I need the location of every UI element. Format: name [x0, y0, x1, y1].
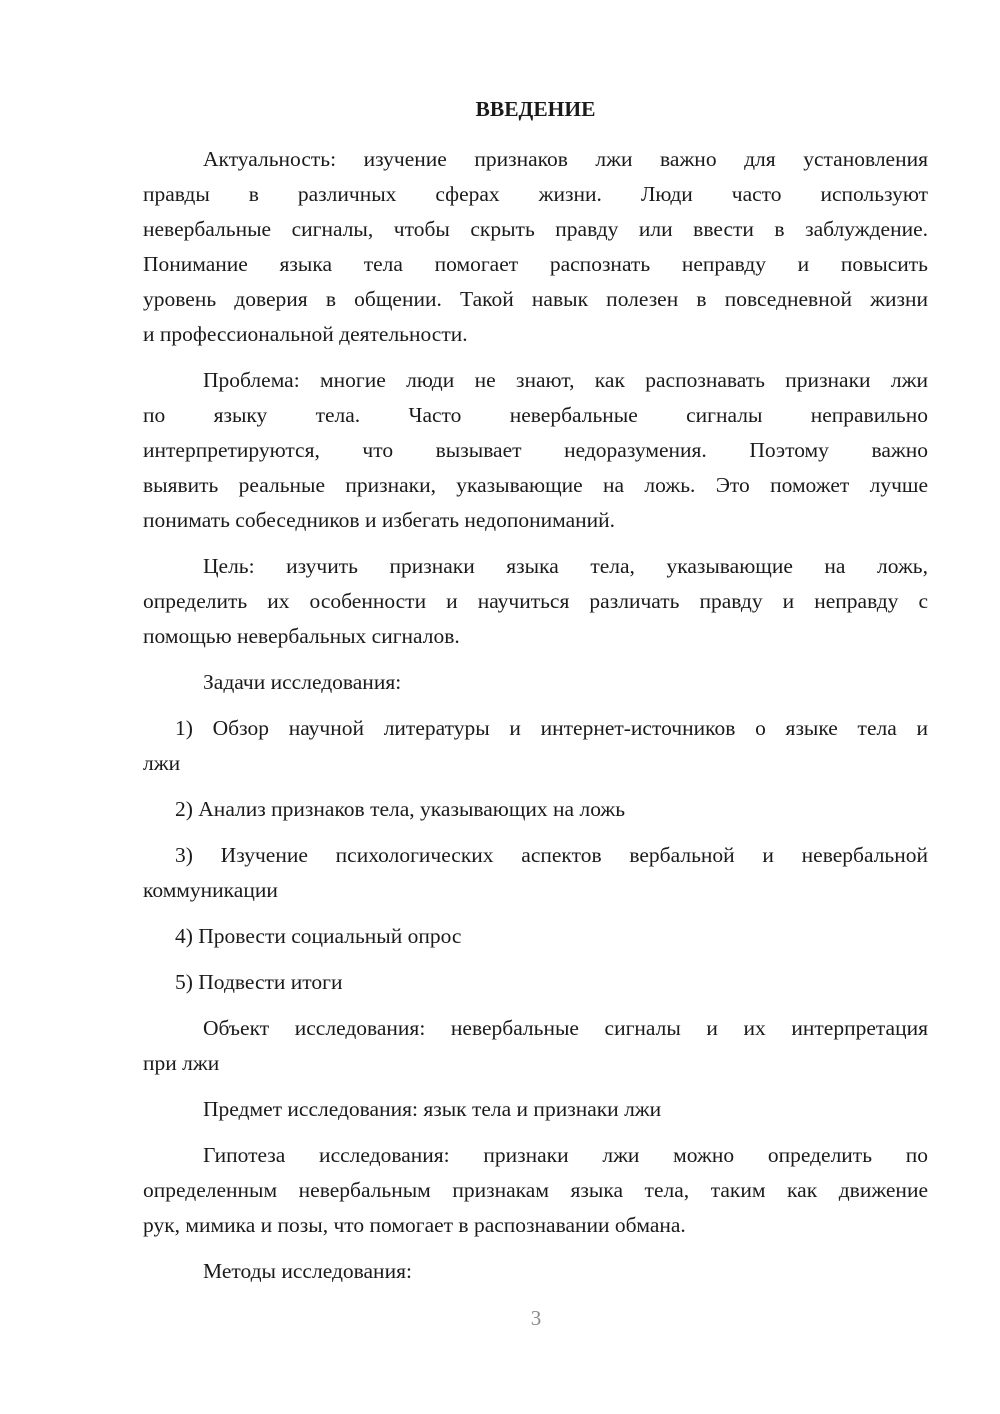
- paragraph: [143, 1138, 928, 1243]
- document-body: [143, 142, 928, 1300]
- text-line: определенным невербальным признакам языка тела, таким как движение: [143, 1178, 928, 1202]
- text-line: невербальные сигналы, чтобы скрыть правду или ввести в заблуждение.: [143, 217, 928, 241]
- text-line: 3) Изучение психологических аспектов вербальной и невербальной: [175, 843, 928, 867]
- text-line: понимать собеседников и избегать недопониманий.: [143, 508, 616, 532]
- text-line: Понимание языка тела помогает распознать неправду и повысить: [143, 252, 928, 276]
- list-item: [143, 919, 928, 954]
- paragraph: [143, 1254, 928, 1289]
- text-line: рук, мимика и позы, что помогает в распознавании обмана.: [143, 1213, 686, 1237]
- list-item: [143, 711, 928, 781]
- list-item: [143, 792, 928, 827]
- page-number: 3: [530, 1306, 542, 1330]
- text-line: Объект исследования: невербальные сигналы и их интерпретация: [203, 1016, 928, 1040]
- text-line: 5) Подвести итоги: [175, 970, 343, 994]
- page-title: ВВЕДЕНИЕ: [475, 97, 596, 121]
- paragraph: [143, 363, 928, 538]
- text-line: определить их особенности и научиться различать правду и неправду с: [143, 589, 928, 613]
- text-line: 4) Провести социальный опрос: [175, 924, 462, 948]
- text-line: при лжи: [143, 1051, 220, 1075]
- text-line: Цель: изучить признаки языка тела, указывающие на ложь,: [203, 554, 928, 578]
- paragraph: [143, 1092, 928, 1127]
- text-line: интерпретируются, что вызывает недоразумения. Поэтому важно: [143, 438, 928, 462]
- text-line: Гипотеза исследования: признаки лжи можно определить по: [203, 1143, 928, 1167]
- text-line: Предмет исследования: язык тела и признаки лжи: [203, 1097, 662, 1121]
- text-line: правды в различных сферах жизни. Люди часто используют: [143, 182, 928, 206]
- text-line: лжи: [143, 751, 181, 775]
- text-line: Методы исследования:: [203, 1259, 412, 1283]
- text-line: Проблема: многие люди не знают, как распознавать признаки лжи: [203, 368, 928, 392]
- text-line: 2) Анализ признаков тела, указывающих на ложь: [175, 797, 626, 821]
- list-item: [143, 838, 928, 908]
- paragraph: [143, 1011, 928, 1081]
- list-item: [143, 965, 928, 1000]
- text-line: помощью невербальных сигналов.: [143, 624, 460, 648]
- paragraph: [143, 665, 928, 700]
- text-line: уровень доверия в общении. Такой навык полезен в повседневной жизни: [143, 287, 928, 311]
- text-line: и профессиональной деятельности.: [143, 322, 468, 346]
- text-line: Актуальность: изучение признаков лжи важно для установления: [203, 147, 928, 171]
- paragraph: [143, 549, 928, 654]
- text-line: по языку тела. Часто невербальные сигналы неправильно: [143, 403, 928, 427]
- text-line: выявить реальные признаки, указывающие на ложь. Это поможет лучше: [143, 473, 928, 497]
- paragraph: [143, 142, 928, 352]
- text-line: 1) Обзор научной литературы и интернет-источников о языке тела и: [175, 716, 928, 740]
- text-line: Задачи исследования:: [203, 670, 402, 694]
- text-line: коммуникации: [143, 878, 278, 902]
